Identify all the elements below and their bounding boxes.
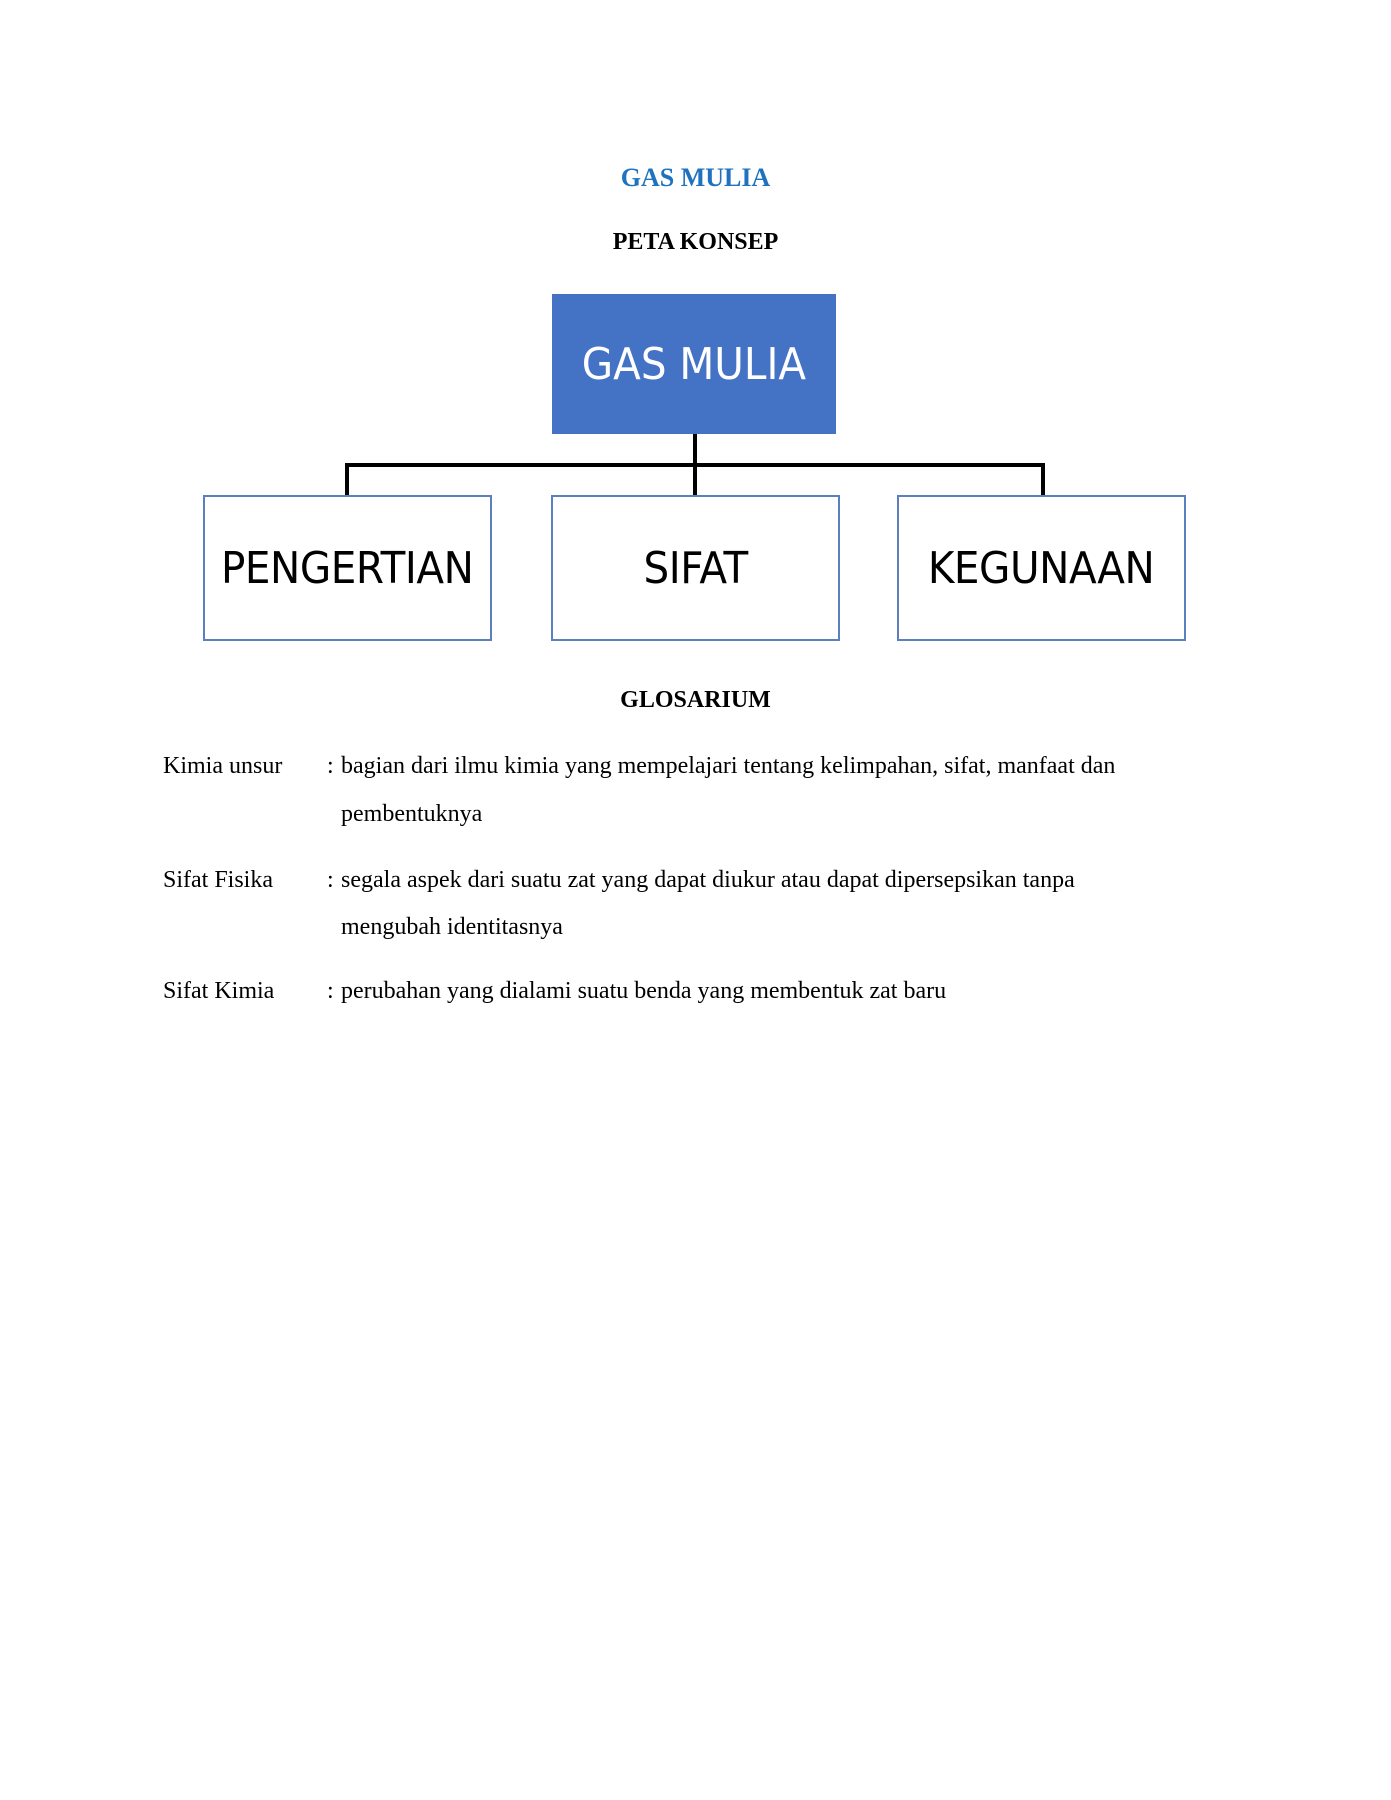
concept-map-heading: PETA KONSEP	[612, 229, 779, 255]
concept-node-sifat	[551, 495, 840, 641]
concept-node-label: SIFAT	[643, 542, 748, 594]
connector-left-line	[345, 463, 349, 495]
glossary-definition-line: segala aspek dari suatu zat yang dapat diukur atau dapat dipersepsikan tanpa	[341, 867, 1075, 893]
document-title: GAS MULIA	[620, 163, 771, 192]
concept-root-label: GAS MULIA	[581, 338, 807, 390]
glossary-term: Kimia unsur	[163, 753, 283, 779]
concept-root-node	[552, 294, 836, 434]
glossary-separator: :	[327, 753, 334, 779]
concept-node-label: KEGUNAAN	[928, 542, 1155, 594]
connector-right-line	[1041, 463, 1045, 495]
concept-node-kegunaan	[897, 495, 1186, 641]
glossary-definition-line: perubahan yang dialami suatu benda yang membentuk zat baru	[341, 978, 947, 1004]
glossary-heading: GLOSARIUM	[620, 687, 771, 713]
glossary-definition-line: pembentuknya	[341, 801, 483, 827]
glossary-definition-line: bagian dari ilmu kimia yang mempelajari tentang kelimpahan, sifat, manfaat dan	[341, 753, 1116, 779]
concept-node-pengertian	[203, 495, 492, 641]
concept-node-label: PENGERTIAN	[221, 542, 474, 594]
glossary-term: Sifat Fisika	[163, 867, 274, 893]
glossary-definition-line: mengubah identitasnya	[341, 914, 563, 940]
glossary-separator: :	[327, 867, 334, 893]
glossary-separator: :	[327, 978, 334, 1004]
glossary-term: Sifat Kimia	[163, 978, 275, 1004]
connector-horizontal-line	[345, 463, 1045, 467]
